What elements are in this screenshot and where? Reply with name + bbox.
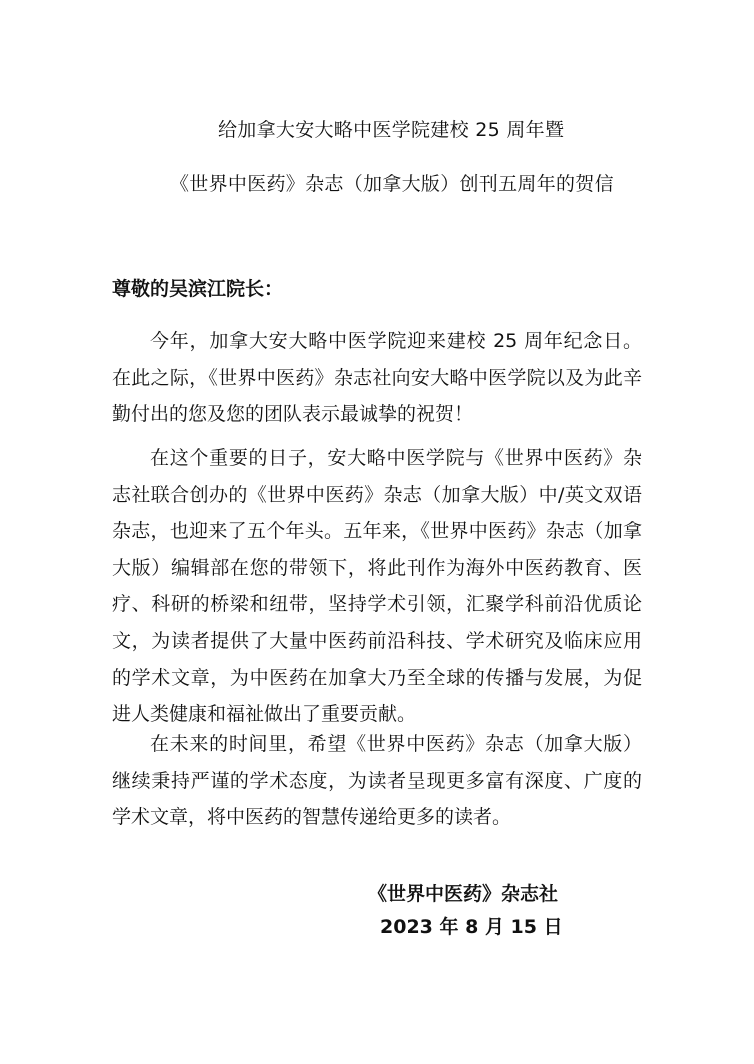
letter-title-line-2: 《世界中医药》杂志（加拿大版）创刊五周年的贺信 (170, 173, 614, 195)
body-paragraph-2: 在这个重要的日子，安大略中医学院与《世界中医药》杂志社联合创办的《世界中医药》杂志（加拿大版）中/英文双语杂志，也迎来了五个年头。五年来，《世界中医药》杂志（加拿大版）编辑部在您的带领下，将此刊作为海外中医药教育、医疗、科研的桥梁和纽带，坚持学术引领，汇聚学科前沿优质论文，为读者提供了大量中医药前沿科技、学术研究及临床应用的学术文章，为中医药在加拿大乃至全球的传播与发展，为促进人类健康和福祉做出了重要贡献。 (112, 447, 642, 726)
signature-organization: 《世界中医药》杂志社 (368, 883, 559, 905)
salutation: 尊敬的吴滨江院长： (112, 278, 284, 300)
body-paragraph-3: 在未来的时间里，希望《世界中医药》杂志（加拿大版）继续秉持严谨的学术态度，为读者呈现更多富有深度、广度的学术文章，将中医药的智慧传递给更多的读者。 (112, 733, 642, 829)
body-paragraph-1: 今年，加拿大安大略中医学院迎来建校 25 周年纪念日。在此之际，《世界中医药》杂志社向安大略中医学院以及为此辛勤付出的您及您的团队表示最诚挚的祝贺！ (112, 330, 642, 426)
letter-title-line-1: 给加拿大安大略中医学院建校 25 周年暨 (218, 119, 565, 141)
signature-date: 2023 年 8 月 15 日 (380, 916, 563, 938)
